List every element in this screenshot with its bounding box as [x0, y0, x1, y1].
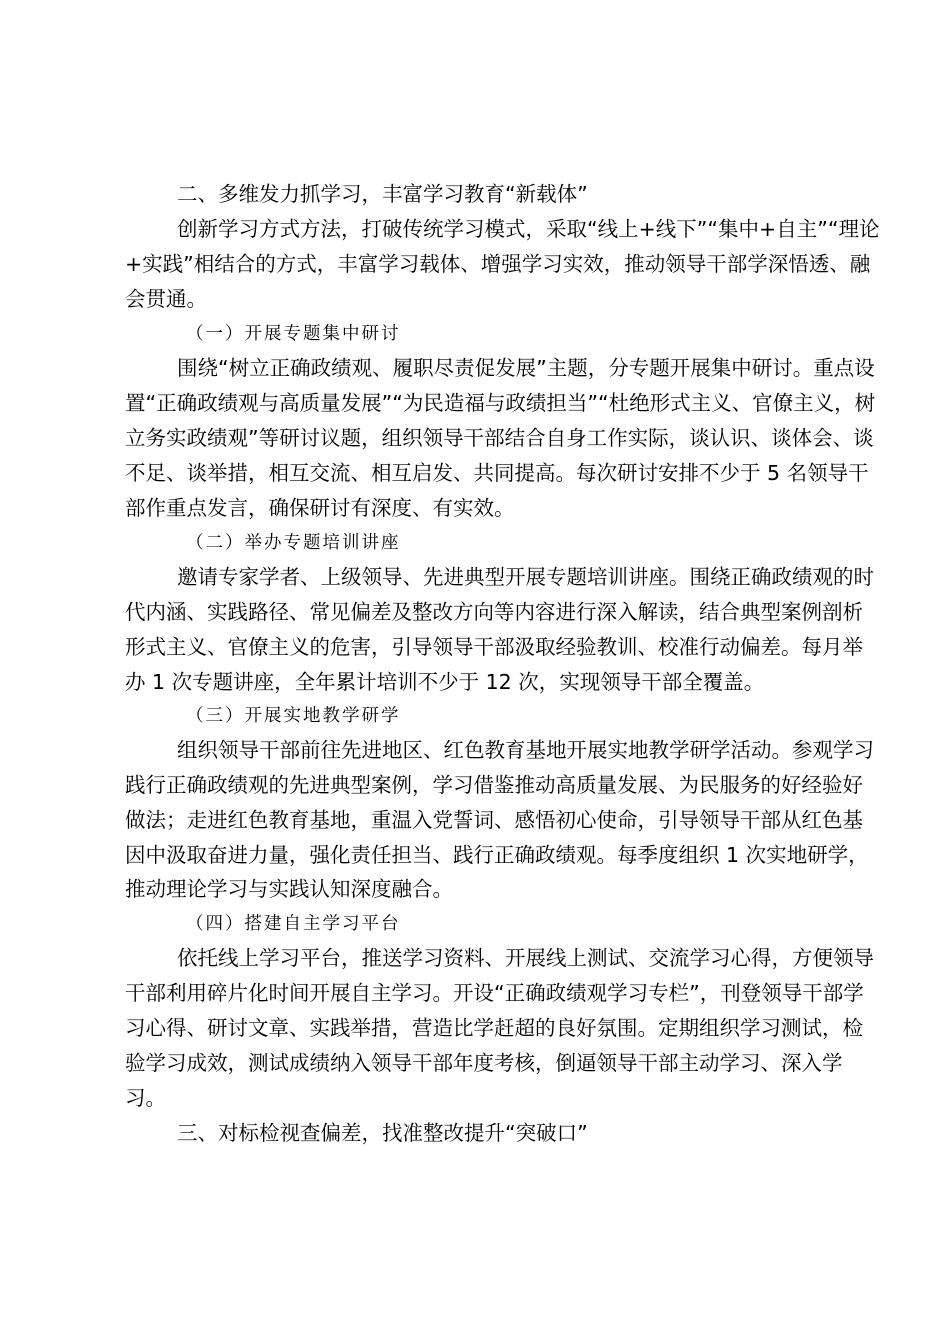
paragraph-3-line-5: 推动理论学习与实践认知深度融合。: [125, 877, 453, 901]
paragraph-3-line-2: 践行正确政绩观的先进典型案例，学习借鉴推动高质量发展、为民服务的好经验好: [125, 773, 863, 797]
paragraph-intro-line-3: 会贯通。: [125, 287, 207, 311]
section-heading-2: 二、多维发力抓学习，丰富学习教育“新载体”: [177, 182, 588, 206]
paragraph-1-line-3: 立务实政绩观”等研讨议题，组织领导干部结合自身工作实际，谈认识、谈体会、谈: [125, 426, 874, 450]
paragraph-3-line-4: 因中汲取奋进力量，强化责任担当、践行正确政绩观。每季度组织 1 次实地研学，: [125, 843, 869, 867]
subheading-1: （一）开展专题集中研讨: [186, 324, 401, 344]
subheading-3: （三）开展实地教学研学: [186, 706, 401, 726]
paragraph-1-line-5: 部作重点发言，确保研讨有深度、有实效。: [125, 496, 515, 520]
subheading-2: （二）举办专题培训讲座: [186, 533, 401, 553]
paragraph-2-line-2: 代内涵、实践路径、常见偏差及整改方向等内容进行深入解读，结合典型案例剖析: [125, 600, 863, 624]
paragraph-2-line-1: 邀请专家学者、上级领导、先进典型开展专题培训讲座。围绕正确政绩观的时: [177, 565, 874, 589]
paragraph-3-line-1: 组织领导干部前往先进地区、红色教育基地开展实地教学研学活动。参观学习: [177, 738, 874, 762]
paragraph-1-line-1: 围绕“树立正确政绩观、履职尽责促发展”主题，分专题开展集中研讨。重点设: [177, 356, 875, 380]
paragraph-4-line-4: 验学习成效，测试成绩纳入领导干部年度考核，倒逼领导干部主动学习、深入学: [125, 1051, 843, 1075]
paragraph-4-line-1: 依托线上学习平台，推送学习资料、开展线上测试、交流学习心得，方便领导: [177, 946, 874, 970]
paragraph-intro-line-2: +实践”相结合的方式，丰富学习载体、增强学习实效，推动领导干部学深悟透、融: [125, 252, 871, 276]
section-heading-3: 三、对标检视查偏差，找准整改提升“突破口”: [177, 1121, 588, 1145]
paragraph-4-line-2: 干部利用碎片化时间开展自主学习。开设“正确政绩观学习专栏”，刊登领导干部学: [125, 981, 864, 1005]
paragraph-2-line-4: 办 1 次专题讲座，全年累计培训不少于 12 次，实现领导干部全覆盖。: [125, 670, 765, 694]
paragraph-4-line-5: 习。: [125, 1086, 166, 1110]
paragraph-4-line-3: 习心得、研讨文章、实践举措，营造比学赶超的良好氛围。定期组织学习测试，检: [125, 1016, 863, 1040]
subheading-4: （四）搭建自主学习平台: [186, 914, 401, 934]
paragraph-1-line-2: 置“正确政绩观与高质量发展”“为民造福与政绩担当”“杜绝形式主义、官僚主义，树: [125, 391, 876, 415]
paragraph-intro-line-1: 创新学习方式方法，打破传统学习模式，采取“线上+线下”“集中+自主”“理论: [177, 217, 880, 241]
paragraph-2-line-3: 形式主义、官僚主义的危害，引导领导干部汲取经验教训、校准行动偏差。每月举: [125, 635, 863, 659]
paragraph-1-line-4: 不足、谈举措，相互交流、相互启发、共同提高。每次研讨安排不少于 5 名领导干: [125, 461, 869, 485]
paragraph-3-line-3: 做法；走进红色教育基地，重温入党誓词、感悟初心使命，引导领导干部从红色基: [125, 808, 863, 832]
